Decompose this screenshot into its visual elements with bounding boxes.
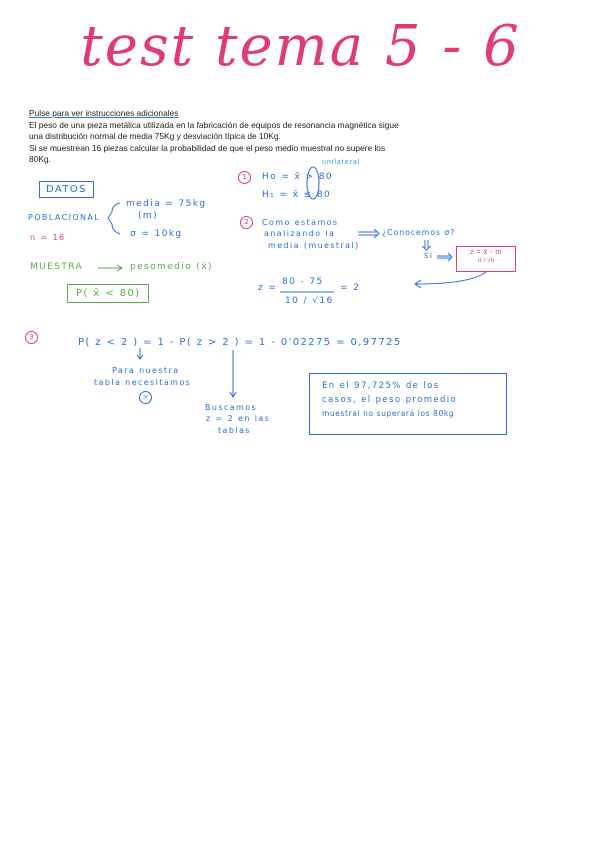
muestra-arrow xyxy=(98,265,122,271)
si-arrow xyxy=(437,253,452,261)
media-line-2: (m) xyxy=(138,211,158,221)
step-3-equation: P( z < 2 ) = 1 - P( z > 2 ) = 1 - 0'02275 = 0,97725 xyxy=(78,337,402,348)
answer-line-2: casos, el peso promedio xyxy=(322,395,458,405)
note-1-symbol: > xyxy=(139,391,152,404)
problem-line-4: 80Kg. xyxy=(29,154,51,165)
si-label: SI xyxy=(424,252,434,260)
step-2-number: 2 xyxy=(240,216,253,229)
problem-line-1: El peso de una pieza metálica utilizada en la fabricación de equipos de resonancia magnética sigue xyxy=(29,119,399,130)
note-2-line-3: tablas xyxy=(218,426,251,435)
conocemos-sigma: ¿Conocemos σ? xyxy=(382,228,456,237)
poblacional-label: POBLACIONAL xyxy=(28,213,101,222)
datos-box: DATOS xyxy=(39,181,94,198)
note-2-line-2: z = 2 en las xyxy=(206,414,271,423)
unilateral-label: unilateral xyxy=(322,159,361,166)
formula-bottom: σ / √n xyxy=(477,257,495,264)
step-2-text-1: Como estamos xyxy=(262,218,339,227)
problem-line-2: una distribución normal de media 75Kg y desviación típica de 10Kg. xyxy=(29,131,281,142)
calc-result: = 2 xyxy=(340,283,361,293)
answer-line-1: En el 97,725% de los xyxy=(322,381,440,391)
step-2-text-2: analizando la xyxy=(264,229,336,238)
implies-arrow xyxy=(358,229,379,238)
note-2-arrow xyxy=(230,350,236,397)
h0-hypothesis: Ho = x̄ > 80 xyxy=(262,172,333,182)
z-prefix: z = xyxy=(258,283,278,293)
calc-numerator: 80 - 75 xyxy=(282,277,324,287)
operator-ellipse xyxy=(307,167,319,199)
probability-box: P( x̄ < 80) xyxy=(67,284,149,303)
step-2-text-3: media (muestral) xyxy=(268,241,360,250)
sigma-line: σ = 10kg xyxy=(130,229,183,239)
note-1-line-2: tabla necesitamos xyxy=(94,378,192,387)
page-title: test tema 5 - 6 xyxy=(80,14,521,79)
calc-denominator: 10 / √16 xyxy=(285,296,334,306)
note-1-arrow xyxy=(137,348,143,359)
step-1-number: 1 xyxy=(238,171,251,184)
poblacional-brace xyxy=(108,203,120,234)
step-3-number: 3 xyxy=(25,331,38,344)
formula-top: z = x̄ - m xyxy=(470,249,502,256)
n-value: n = 16 xyxy=(30,233,66,242)
muestra-label: MUESTRA xyxy=(30,262,84,272)
curved-arrow xyxy=(415,272,486,288)
h1-hypothesis: H₁ = x̄ ≤ 80 xyxy=(262,190,332,200)
note-1-line-1: Para nuestra xyxy=(112,366,180,375)
instructions-link[interactable]: Pulse para ver instrucciones adicionales xyxy=(29,108,179,118)
media-line-1: media = 75kg xyxy=(126,199,207,209)
answer-line-3: muestral no superará los 80kg xyxy=(322,409,455,418)
note-2-line-1: Buscamos xyxy=(205,403,258,412)
problem-line-3: Si se muestrean 16 piezas calcular la probabilidad de que el peso medio muestral no supere los xyxy=(29,142,386,153)
muestra-value: pesomedio (x̄) xyxy=(130,262,213,272)
down-implies-arrow xyxy=(422,240,431,250)
